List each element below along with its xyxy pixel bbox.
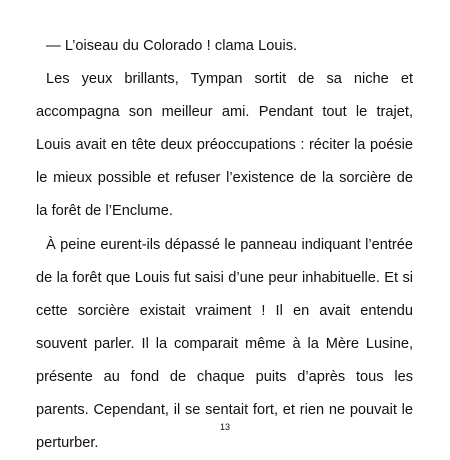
- body-text: [36, 30, 413, 460]
- page-number: 13: [219, 422, 230, 432]
- paragraph-dialogue: — L’oiseau du Colorado ! clama Louis.: [46, 38, 298, 54]
- paragraph-trajet: Les yeux brillants, Tympan sortit de sa niche et accompagna son meilleur ami. Pendant tout le trajet, Louis avait en tête deux préoccupations : réciter la poésie le mieux possible et refuser l’existence de la sorcière de la forêt de l’Enclume.: [36, 71, 413, 220]
- paragraph-foret: À peine eurent-ils dépassé le panneau indiquant l’entrée de la forêt que Louis fut saisi d’une peur inhabituelle. Et si cette sorcière existait vraiment ! Il en avait entendu souvent parler. Il la comparait même à la Mère Lusine, présente au fond de chaque puits d’après tous les parents. Cependant, il se sentait fort, et rien ne pouvait le perturber.: [36, 236, 413, 452]
